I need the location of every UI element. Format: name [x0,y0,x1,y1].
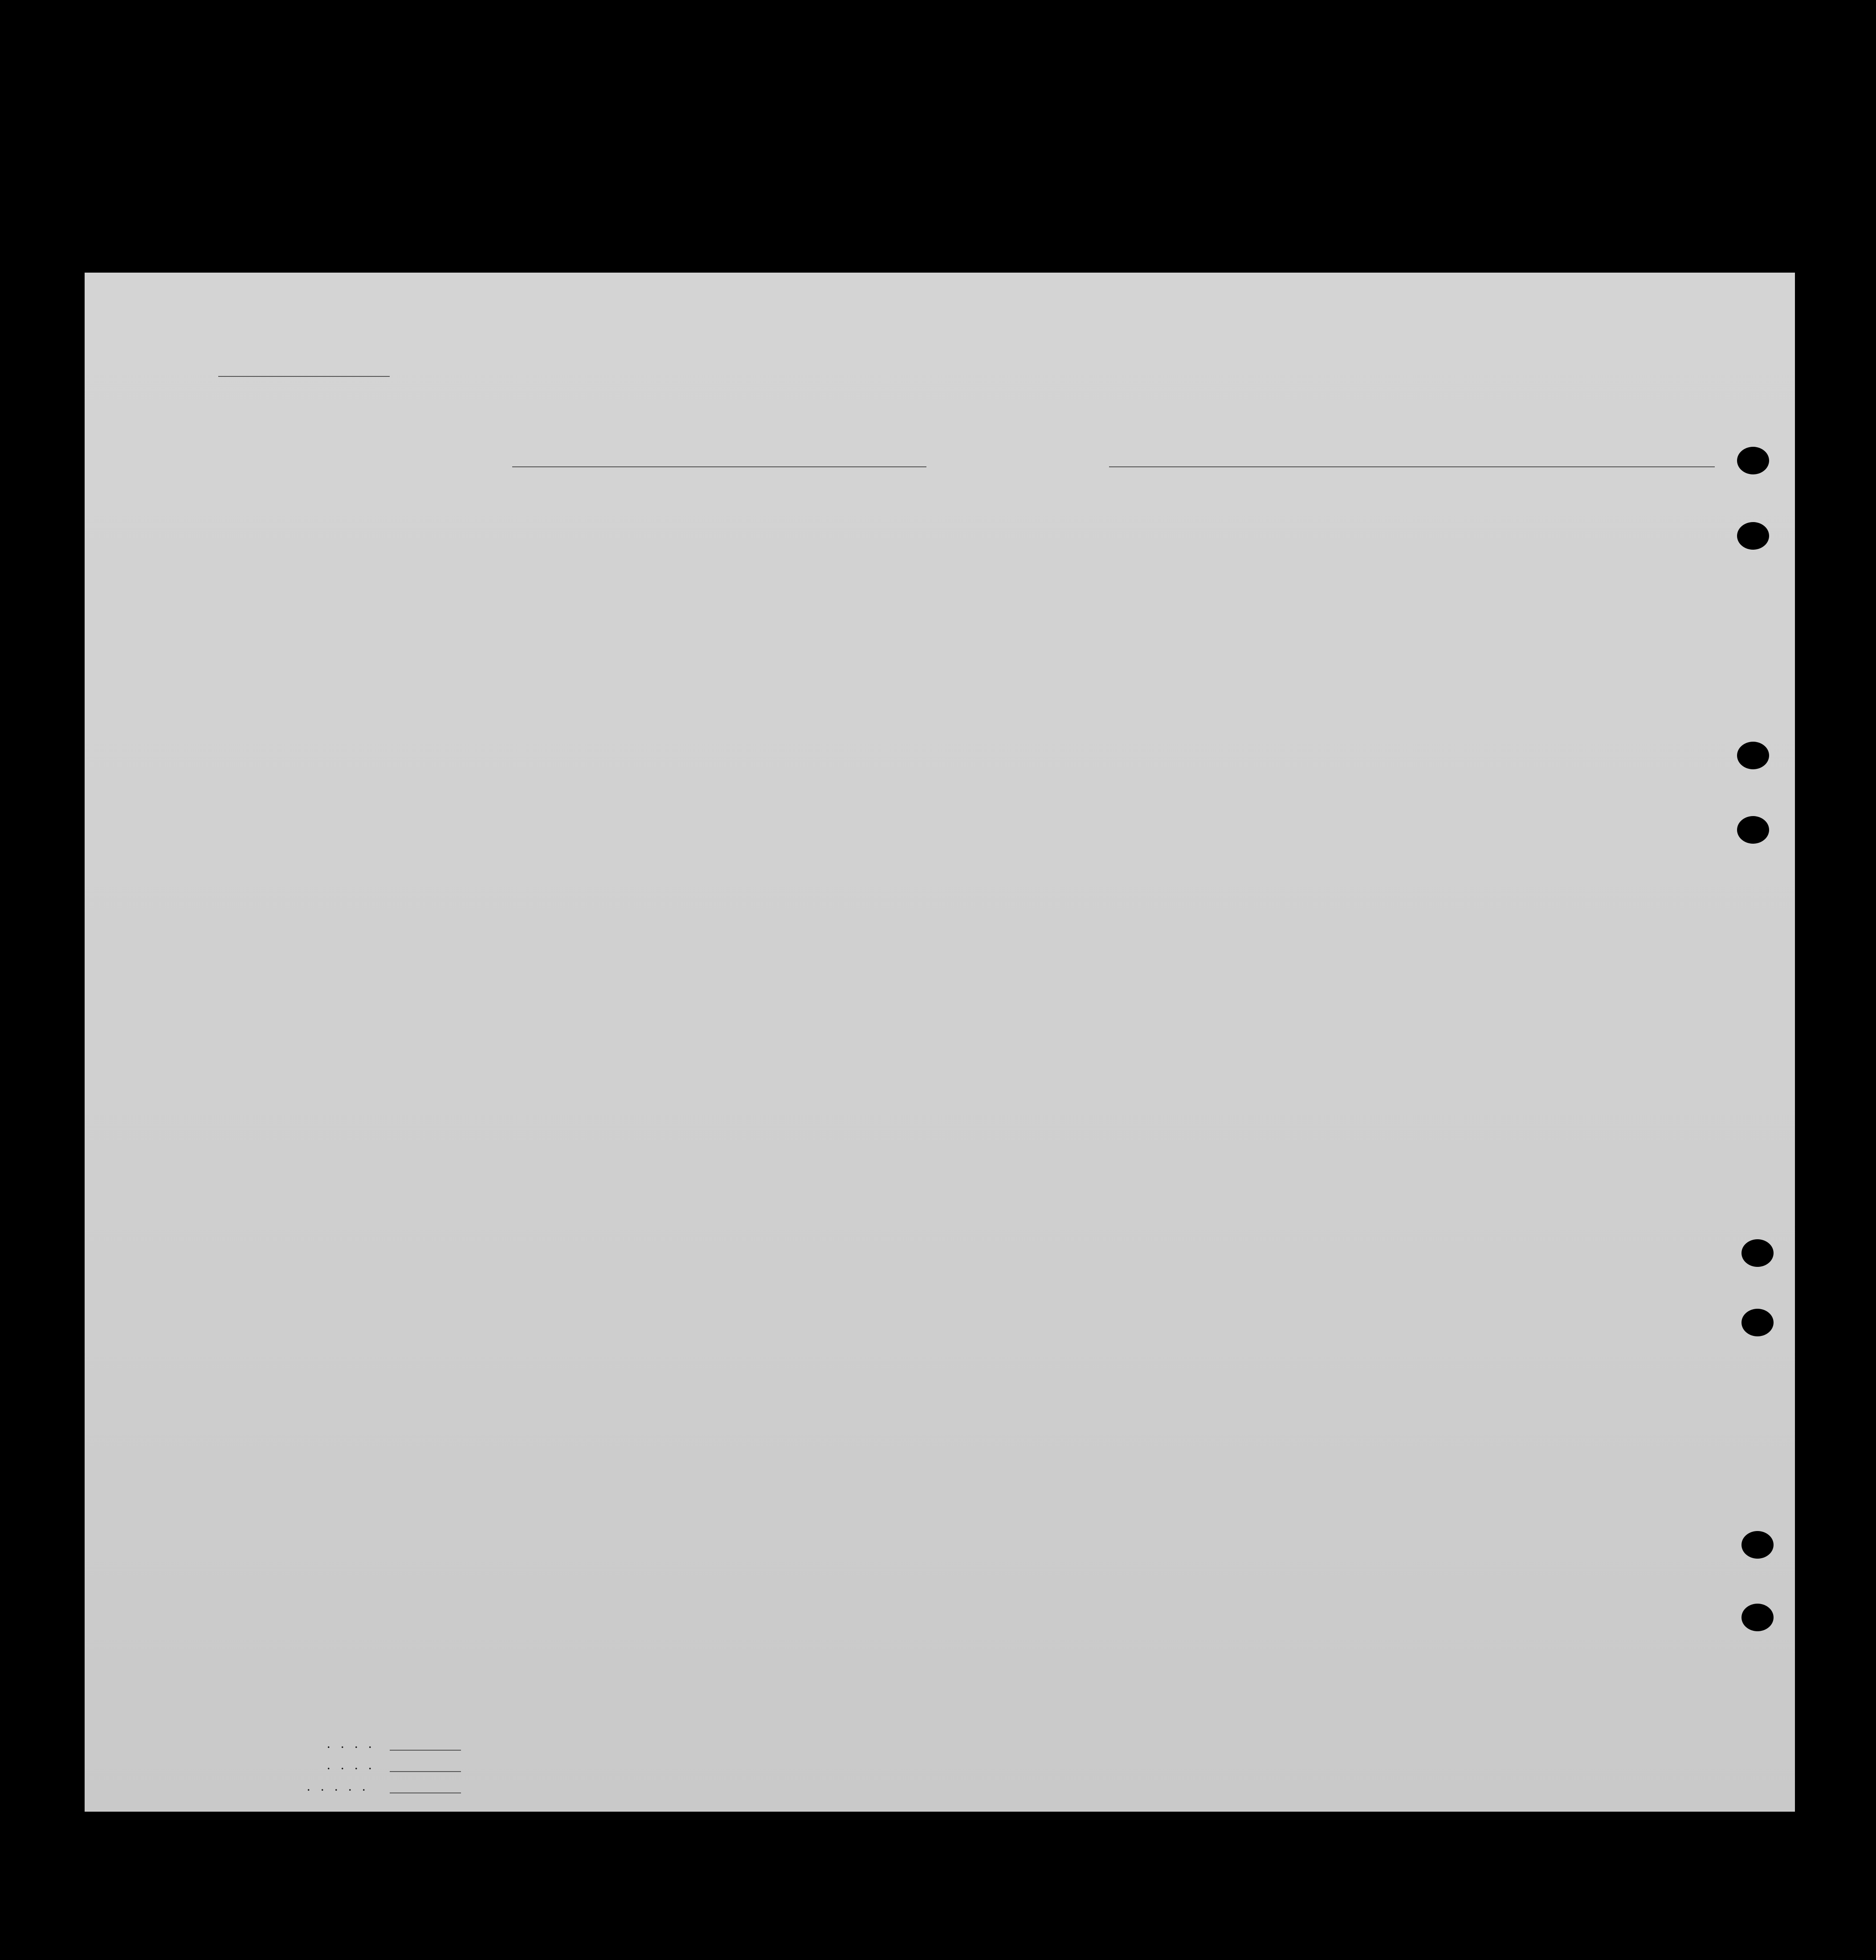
punch-hole [1741,1604,1774,1631]
dots-2: . . . . [327,1760,376,1772]
total-passengers-line [390,1750,461,1751]
dots-3: . . . . . [307,1782,370,1793]
manifest-grid [85,273,1795,1812]
punch-hole [1737,447,1769,474]
punch-hole [1737,522,1769,550]
manifest-sheet [85,273,1795,1812]
punch-hole [1741,1531,1774,1559]
punch-hole [1741,1309,1774,1336]
us-citizens-line [390,1771,461,1772]
punch-hole [1737,816,1769,844]
dots-1: . . . . [327,1739,376,1750]
punch-hole [1741,1239,1774,1267]
punch-hole [1737,742,1769,769]
